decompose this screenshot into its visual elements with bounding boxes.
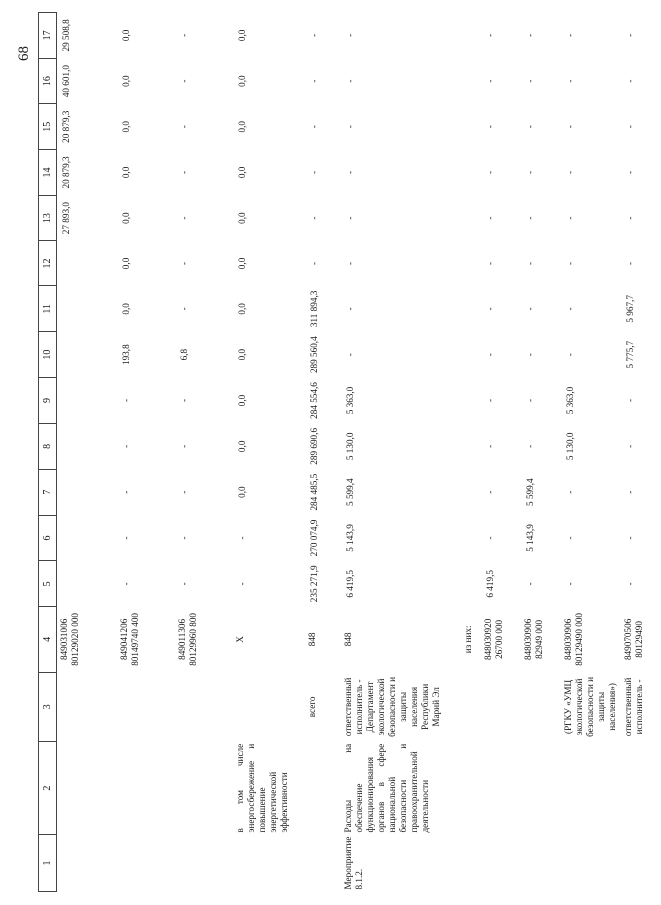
table-row [233,13,305,892]
value-cell-col-7: - [564,490,575,494]
cell-c2 [481,742,521,835]
value-cell-col-10: 0,0 [236,348,247,361]
cell-c1 [57,835,117,892]
value-cell-col-9: - [624,398,635,403]
cell-c2: Расходы на обеспечение функционирования органов в сфере национальной безопасности и правоохранительной деятельности [342,743,430,833]
value-cell-col-6 [57,515,117,561]
value-cell-col-16: - [484,79,495,83]
value-cell-col-8: 5 130,0 [564,432,575,461]
column-header-2: 2 [39,742,57,835]
value-cell-col-7: 5 599,4 [344,478,355,506]
column-header-17: 17 [39,13,57,59]
value-cell-col-9: - [484,398,495,403]
value-cell-col-17: - [308,33,319,37]
cell-c2 [621,742,661,835]
value-cell-col-10: - [524,353,535,357]
value-cell-col-15: - [624,125,635,129]
value-cell-col-12: - [344,261,355,265]
value-cell-col-17: - [484,33,495,37]
value-cell-col-7: - [178,490,189,494]
value-cell-col-7: - [120,490,131,494]
value-cell-col-6: 270 074,9 [308,519,319,557]
cell-c3: ответственный исполнитель - [622,677,644,737]
value-cell-col-17: - [524,33,535,37]
value-cell-col-10: - [344,353,355,357]
value-cell-col-14: - [524,170,535,174]
cell-c4: 848030906 82949 000 [522,618,544,661]
table-row [117,13,175,892]
value-cell-col-14: - [344,170,355,174]
value-cell-col-14: 0,0 [236,166,247,179]
value-cell-col-17 [461,13,481,59]
value-cell-col-5: - [624,582,635,586]
value-cell-col-12 [57,241,117,286]
value-cell-col-12: - [178,261,189,265]
cell-c2 [521,742,561,835]
cell-c1 [561,835,621,892]
value-cell-col-16: - [308,79,319,83]
value-cell-col-9: - [524,398,535,403]
value-cell-col-5: - [524,582,535,586]
column-header-12: 12 [39,241,57,286]
value-cell-col-15 [461,104,481,150]
value-cell-col-8: - [120,444,131,448]
value-cell-col-11: - [564,307,575,311]
table-body [57,13,661,892]
cell-c3 [57,672,117,742]
value-cell-col-7: 284 485,5 [308,473,319,511]
column-header-13: 13 [39,195,57,241]
value-cell-col-16: - [624,79,635,83]
value-cell-col-9: 5 363,0 [344,386,355,415]
cell-c2 [117,742,175,835]
column-header-4: 4 [39,607,57,672]
value-cell-col-16 [461,58,481,104]
table-row [57,13,117,892]
cell-c3: всего [306,696,317,718]
value-cell-col-16: 40 601,0 [61,65,71,98]
value-cell-col-17: 0,0 [120,29,131,42]
value-cell-col-13: - [564,216,575,220]
cell-c4: 849031006 80129020 000 [59,612,80,666]
value-cell-col-15: - [178,125,189,129]
value-cell-col-6 [461,515,481,561]
cell-c1 [175,835,233,892]
value-cell-col-14: - [178,170,189,174]
value-cell-col-5 [461,561,481,607]
value-cell-col-9: - [178,398,189,403]
value-cell-col-12: 0,0 [120,257,131,270]
value-cell-col-12: 0,0 [236,257,247,270]
value-cell-col-14: - [624,170,635,174]
value-cell-col-15: - [344,125,355,129]
value-cell-col-13: - [524,216,535,220]
value-cell-col-13: - [178,216,189,220]
cell-c2 [461,742,481,835]
value-cell-col-17: - [178,33,189,37]
table-row [621,13,661,892]
value-cell-col-10: 289 560,4 [308,336,319,374]
value-cell-col-9 [461,378,481,424]
value-cell-col-15: - [564,125,575,129]
value-cell-col-11: - [524,307,535,311]
value-cell-col-6: - [484,536,495,540]
cell-c2: в том числе энергосбережение и повышение энергетической эффективности [234,743,289,833]
value-cell-col-12 [461,241,481,286]
budget-table [38,12,661,892]
value-cell-col-10: 193,8 [120,344,131,365]
value-cell-col-17: - [564,33,575,37]
table-row [305,13,341,892]
value-cell-col-13 [461,195,481,241]
value-cell-col-11 [461,286,481,332]
value-cell-col-8: 289 690,6 [308,427,319,465]
value-cell-col-11 [57,286,117,332]
value-cell-col-6: - [624,536,635,540]
value-cell-col-14: 0,0 [120,166,131,179]
value-cell-col-6: 5 143,9 [344,524,355,552]
cell-c4: Х [234,636,245,643]
value-cell-col-11: 0,0 [236,303,247,315]
value-cell-col-13: - [344,216,355,220]
value-cell-col-9: 0,0 [236,394,247,407]
value-cell-col-11: 0,0 [120,303,131,315]
value-cell-col-8: 5 130,0 [344,432,355,461]
cell-c3 [233,672,305,742]
cell-c3: ответственный исполнитель - Департамент экологической безопасности и защиты населения Республики Марий Эл [342,676,441,737]
value-cell-col-13: 27 893,0 [61,202,71,235]
value-cell-col-15: - [484,125,495,129]
cell-c4: 848 [306,632,317,647]
value-cell-col-6: - [120,536,131,540]
cell-c1 [117,835,175,892]
value-cell-col-10 [57,332,117,378]
value-cell-col-11: - [178,307,189,311]
value-cell-col-12: - [624,261,635,265]
value-cell-col-10: 5 775,7 [624,340,635,369]
value-cell-col-7: - [624,490,635,494]
value-cell-col-5: 6 419,5 [484,570,495,598]
value-cell-col-8: - [624,444,635,448]
value-cell-col-14: - [308,170,319,174]
table-row [521,13,561,892]
column-header-15: 15 [39,104,57,150]
value-cell-col-16: - [524,79,535,83]
value-cell-col-8: - [524,444,535,448]
value-cell-col-12: - [564,261,575,265]
value-cell-col-7: 0,0 [236,486,247,498]
table-row [561,13,621,892]
column-number-header [39,13,57,892]
cell-c3 [117,672,175,742]
value-cell-col-14: - [484,170,495,174]
value-cell-col-17: 0,0 [236,29,247,42]
column-header-1: 1 [39,835,57,892]
value-cell-col-6: - [236,536,247,540]
cell-c1 [461,835,481,892]
value-cell-col-9: - [120,398,131,403]
column-header-9: 9 [39,378,57,424]
value-cell-col-6: 5 143,9 [524,524,535,552]
value-cell-col-15: 0,0 [236,121,247,133]
value-cell-col-12: - [524,261,535,265]
table-row [175,13,233,892]
column-header-14: 14 [39,150,57,196]
value-cell-col-17: 29 508,8 [61,19,71,52]
cell-c3 [175,672,233,742]
cell-c4: 849041206 80149740 400 [118,612,140,666]
value-cell-col-17: - [624,33,635,37]
value-cell-col-13: - [624,216,635,220]
cell-c1 [233,835,305,892]
value-cell-col-5: - [178,582,189,586]
value-cell-col-16: - [344,79,355,83]
value-cell-col-13: - [308,216,319,220]
cell-c1 [481,835,521,892]
column-header-8: 8 [39,423,57,469]
value-cell-col-10: 6,8 [178,348,189,361]
value-cell-col-10: - [484,353,495,357]
cell-c1 [521,835,561,892]
value-cell-col-15: - [308,125,319,129]
value-cell-col-5: - [564,582,575,586]
value-cell-col-16: - [178,79,189,83]
value-cell-col-14 [461,150,481,196]
cell-c3: (РГКУ «УМЦ экологической безопасности и защиты населения») [562,676,617,737]
value-cell-col-11: - [484,307,495,311]
cell-c3 [481,672,521,742]
value-cell-col-15: - [524,125,535,129]
value-cell-col-15: 20 879,3 [61,110,71,143]
value-cell-col-12: - [484,261,495,265]
cell-c4: 849070506 80129490 [622,618,644,661]
value-cell-col-12: - [308,261,319,265]
value-cell-col-8: - [484,444,495,448]
column-header-3: 3 [39,672,57,742]
table-row [481,13,521,892]
value-cell-col-16: - [564,79,575,83]
cell-c2 [175,742,233,835]
cell-c4: 848 [342,632,353,647]
value-cell-col-8: - [178,444,189,448]
cell-c2 [57,742,117,835]
value-cell-col-13: 0,0 [236,212,247,224]
value-cell-col-11: 311 894,3 [308,290,319,328]
cell-c4: 848030906 80129490 000 [562,612,584,666]
table-row [341,13,461,892]
value-cell-col-5: 235 271,9 [308,565,319,603]
value-cell-col-11: 5 967,7 [624,295,635,323]
value-cell-col-13: - [484,216,495,220]
value-cell-col-9: 5 363,0 [564,386,575,415]
column-header-7: 7 [39,469,57,515]
value-cell-col-10: - [564,353,575,357]
page-number: 68 [16,46,32,61]
value-cell-col-15: 0,0 [120,121,131,133]
value-cell-col-9 [57,378,117,424]
cell-c1 [621,835,661,892]
value-cell-col-11: - [344,307,355,311]
value-cell-col-8: 0,0 [236,440,247,453]
value-cell-col-5: 6 419,5 [344,570,355,598]
value-cell-col-16: 0,0 [120,75,131,87]
cell-c3 [461,672,481,742]
cell-c1 [305,835,341,892]
value-cell-col-5: - [236,582,247,586]
cell-c4: из них: [462,625,473,654]
value-cell-col-13: 0,0 [120,212,131,224]
value-cell-col-14: 20 879,3 [61,156,71,189]
value-cell-col-17: - [344,33,355,37]
value-cell-col-10 [461,332,481,378]
cell-c4: 849011306 80129960 800 [176,612,198,666]
column-header-11: 11 [39,286,57,332]
table-row [461,13,481,892]
value-cell-col-7: 5 599,4 [524,478,535,506]
value-cell-col-16: 0,0 [236,75,247,87]
column-header-16: 16 [39,58,57,104]
value-cell-col-8 [57,423,117,469]
value-cell-col-7 [57,469,117,515]
value-cell-col-7 [461,469,481,515]
value-cell-col-14: - [564,170,575,174]
column-header-10: 10 [39,332,57,378]
cell-c2 [561,742,621,835]
value-cell-col-8 [461,423,481,469]
column-header-6: 6 [39,515,57,561]
value-cell-col-5 [57,561,117,607]
cell-c4: 848030920 26700 000 [482,618,504,661]
value-cell-col-7: - [484,490,495,494]
value-cell-col-6: - [564,536,575,540]
value-cell-col-6: - [178,536,189,540]
cell-c3 [521,672,561,742]
cell-c2 [305,742,341,835]
value-cell-col-9: 284 554,6 [308,382,319,419]
cell-c1: Мероприятие 8.1.2. [342,836,364,890]
rotated-sheet [16,12,644,892]
column-header-5: 5 [39,561,57,607]
value-cell-col-5: - [120,582,131,586]
